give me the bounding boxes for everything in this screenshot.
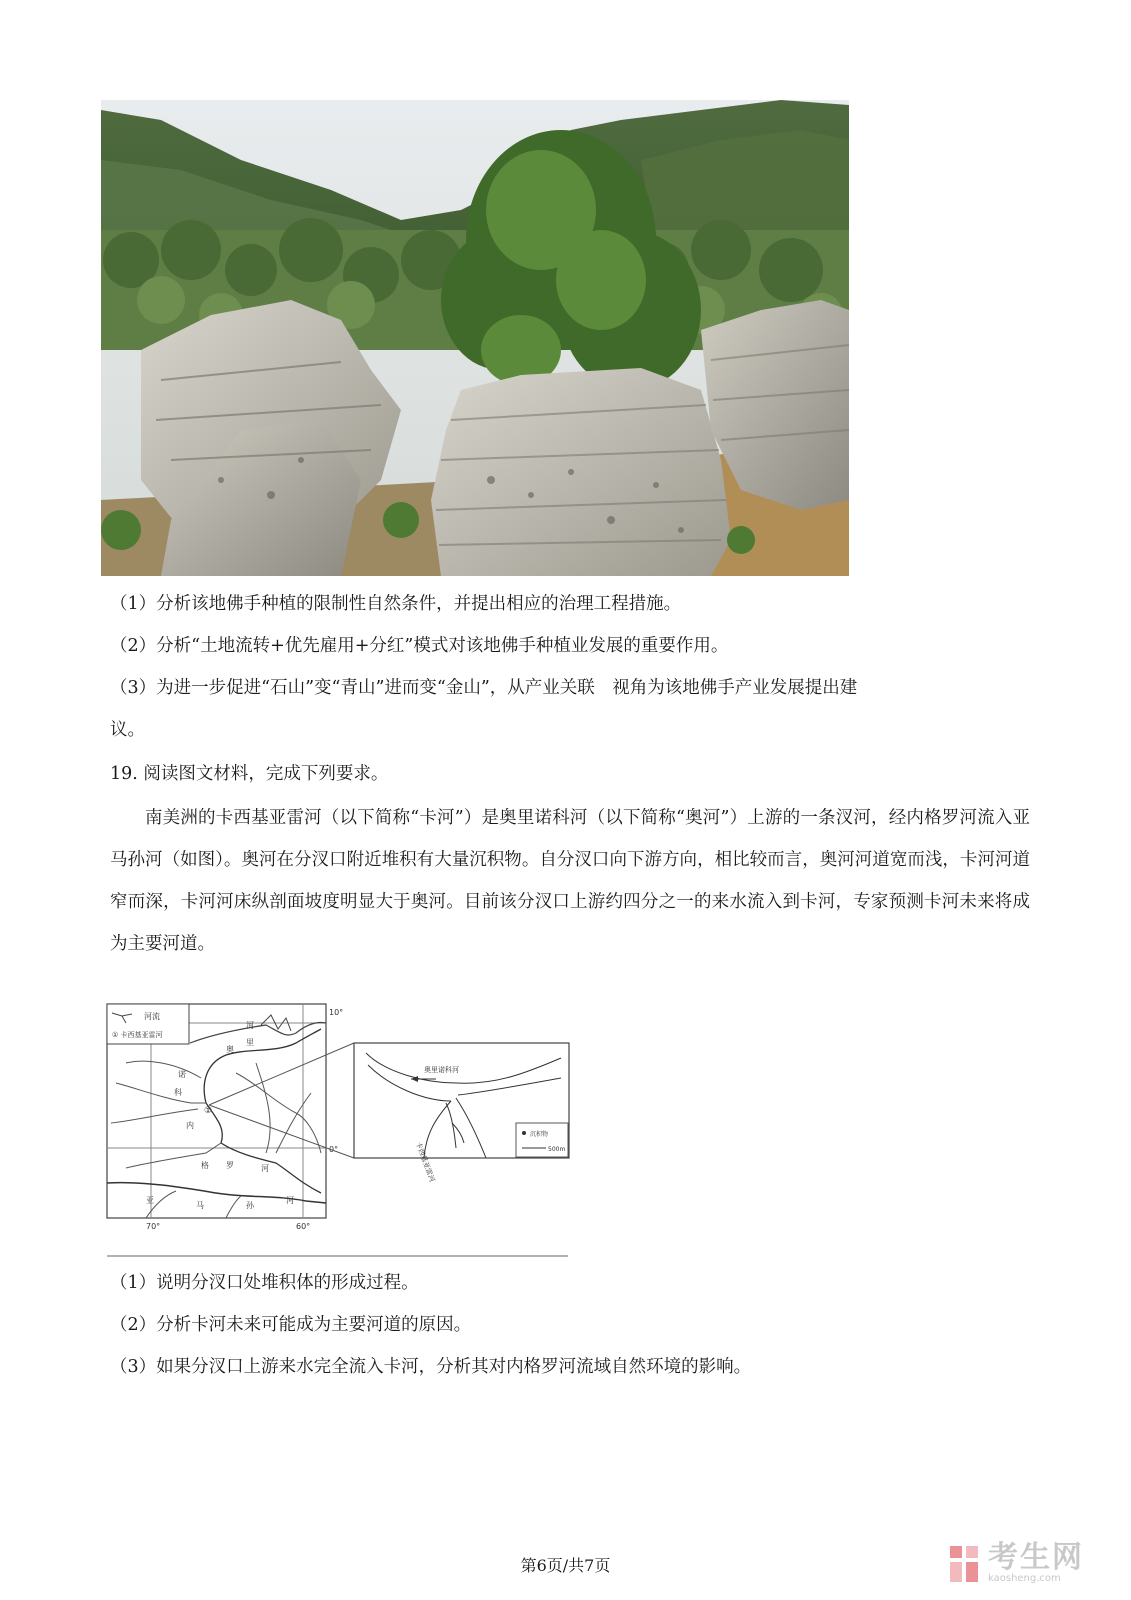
legend-river-label: 河流 (144, 1012, 160, 1021)
q19-title: 19. 阅读图文材料，完成下列要求。 (110, 764, 389, 784)
inset-ka-label: 卡西基亚雷河 (414, 1140, 437, 1184)
map-ao-char-2: 里 (246, 1038, 254, 1047)
watermark-logo (948, 1540, 1084, 1585)
lat-10-label: 10° (329, 1008, 344, 1017)
watermark-en: kaosheng.com (988, 1573, 1061, 1584)
map-neige-char-2: 格 (201, 1161, 209, 1170)
map-circled-one: ① (204, 1106, 213, 1116)
q18-item-3: （3）为进一步促进“石山”变“青山”进而变“金山”，从产业关联 视角为该地佛手产业发展提出建 (110, 678, 858, 698)
sediment-legend-icon (522, 1131, 526, 1135)
q18-item-3-cont: 议。 (110, 720, 145, 740)
map-ao-char-4: 科 (174, 1088, 182, 1097)
map-amazon-char-1: 亚 (146, 1196, 154, 1205)
map-amazon-char-4: 河 (286, 1196, 294, 1205)
map-ao-char-5: 河 (246, 1021, 254, 1030)
map-neige-char-4: 河 (261, 1164, 269, 1173)
map-neige-char-3: 罗 (226, 1161, 234, 1170)
river-map-figure (106, 1003, 586, 1261)
q18-item-2: （2）分析“土地流转+优先雇用+分红”模式对该地佛手种植业发展的重要作用。 (110, 636, 729, 656)
map-amazon-char-3: 孙 (246, 1201, 254, 1210)
q19-material: 南美洲的卡西基亚雷河（以下简称“卡河”）是奥里诺科河（以下简称“奥河”）上游的一条汊河，经内格罗河流入亚马孙河（如图）。奥河在分汊口附近堆积有大量沉积物。自分汊口向下游方向，相比较而言，奥河河道宽而浅，卡河河道窄而深，卡河河床纵剖面坡度明显大于奥河。目前该分汊口上游约四分之一的来水流入到卡河，专家预测卡河未来将成为主要河道。 (110, 808, 1030, 954)
kaosheng-logo-icon (948, 1544, 982, 1584)
q19-item-1: （1）说明分汊口处堆积体的形成过程。 (110, 1273, 419, 1293)
watermark-cn: 考生网 (988, 1540, 1084, 1575)
q19-item-2: （2）分析卡河未来可能成为主要河道的原因。 (110, 1315, 472, 1335)
inset-legend-label: 沉积物 (530, 1131, 549, 1138)
karst-orchard-photo (101, 100, 849, 576)
lon-60-label: 60° (296, 1222, 311, 1231)
inset-scale-label: 500m (548, 1146, 566, 1153)
lat-0-label: 0° (329, 1145, 339, 1154)
map-ao-char-3: 诺 (178, 1070, 186, 1079)
inset-ao-label: 奥里诺科河 (424, 1066, 459, 1074)
map-amazon-char-2: 马 (196, 1201, 204, 1210)
map-ao-char-1: 奥 (226, 1045, 234, 1054)
q19-item-3: （3）如果分汊口上游来水完全流入卡河，分析其对内格罗河流域自然环境的影响。 (110, 1357, 752, 1377)
page-number: 第6页/共7页 (520, 1556, 611, 1575)
q18-item-1: （1）分析该地佛手种植的限制性自然条件，并提出相应的治理工程措施。 (110, 594, 682, 614)
map-neige-char-1: 内 (186, 1121, 194, 1130)
legend-circled-label: ① 卡西基亚雷河 (112, 1031, 163, 1039)
lon-70-label: 70° (146, 1222, 161, 1231)
